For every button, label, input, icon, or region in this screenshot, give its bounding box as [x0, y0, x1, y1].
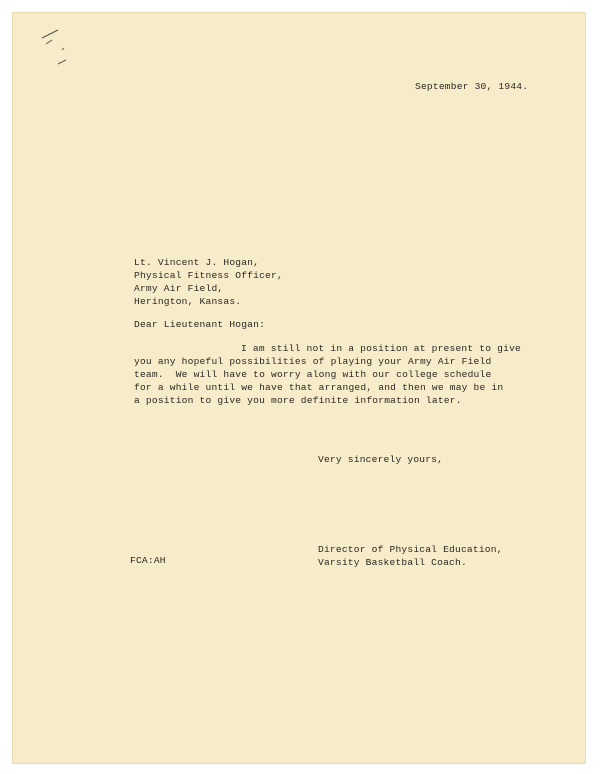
signature-line-2: Varsity Basketball Coach.	[318, 557, 467, 568]
recipient-name: Lt. Vincent J. Hogan,	[134, 257, 260, 268]
body-line-2: you any hopeful possibilities of playing your Army Air Field	[134, 356, 492, 367]
recipient-location: Herington, Kansas.	[134, 296, 242, 307]
salutation: Dear Lieutenant Hogan:	[134, 319, 266, 330]
signature-line-1: Director of Physical Education,	[318, 544, 503, 555]
typist-initials: FCA:AH	[130, 555, 166, 566]
body-line-1: I am still not in a position at present to give	[241, 343, 521, 354]
letter-page	[12, 12, 586, 764]
body-line-3: team. We will have to worry along with our college schedule	[134, 369, 492, 380]
letter-date: September 30, 1944.	[415, 81, 529, 92]
recipient-title: Physical Fitness Officer,	[134, 270, 283, 281]
recipient-organization: Army Air Field,	[134, 283, 224, 294]
closing: Very sincerely yours,	[318, 454, 444, 465]
pencil-marks	[40, 24, 80, 84]
body-line-5: a position to give you more definite information later.	[134, 395, 462, 406]
body-line-4: for a while until we have that arranged, and then we may be in	[134, 382, 504, 393]
